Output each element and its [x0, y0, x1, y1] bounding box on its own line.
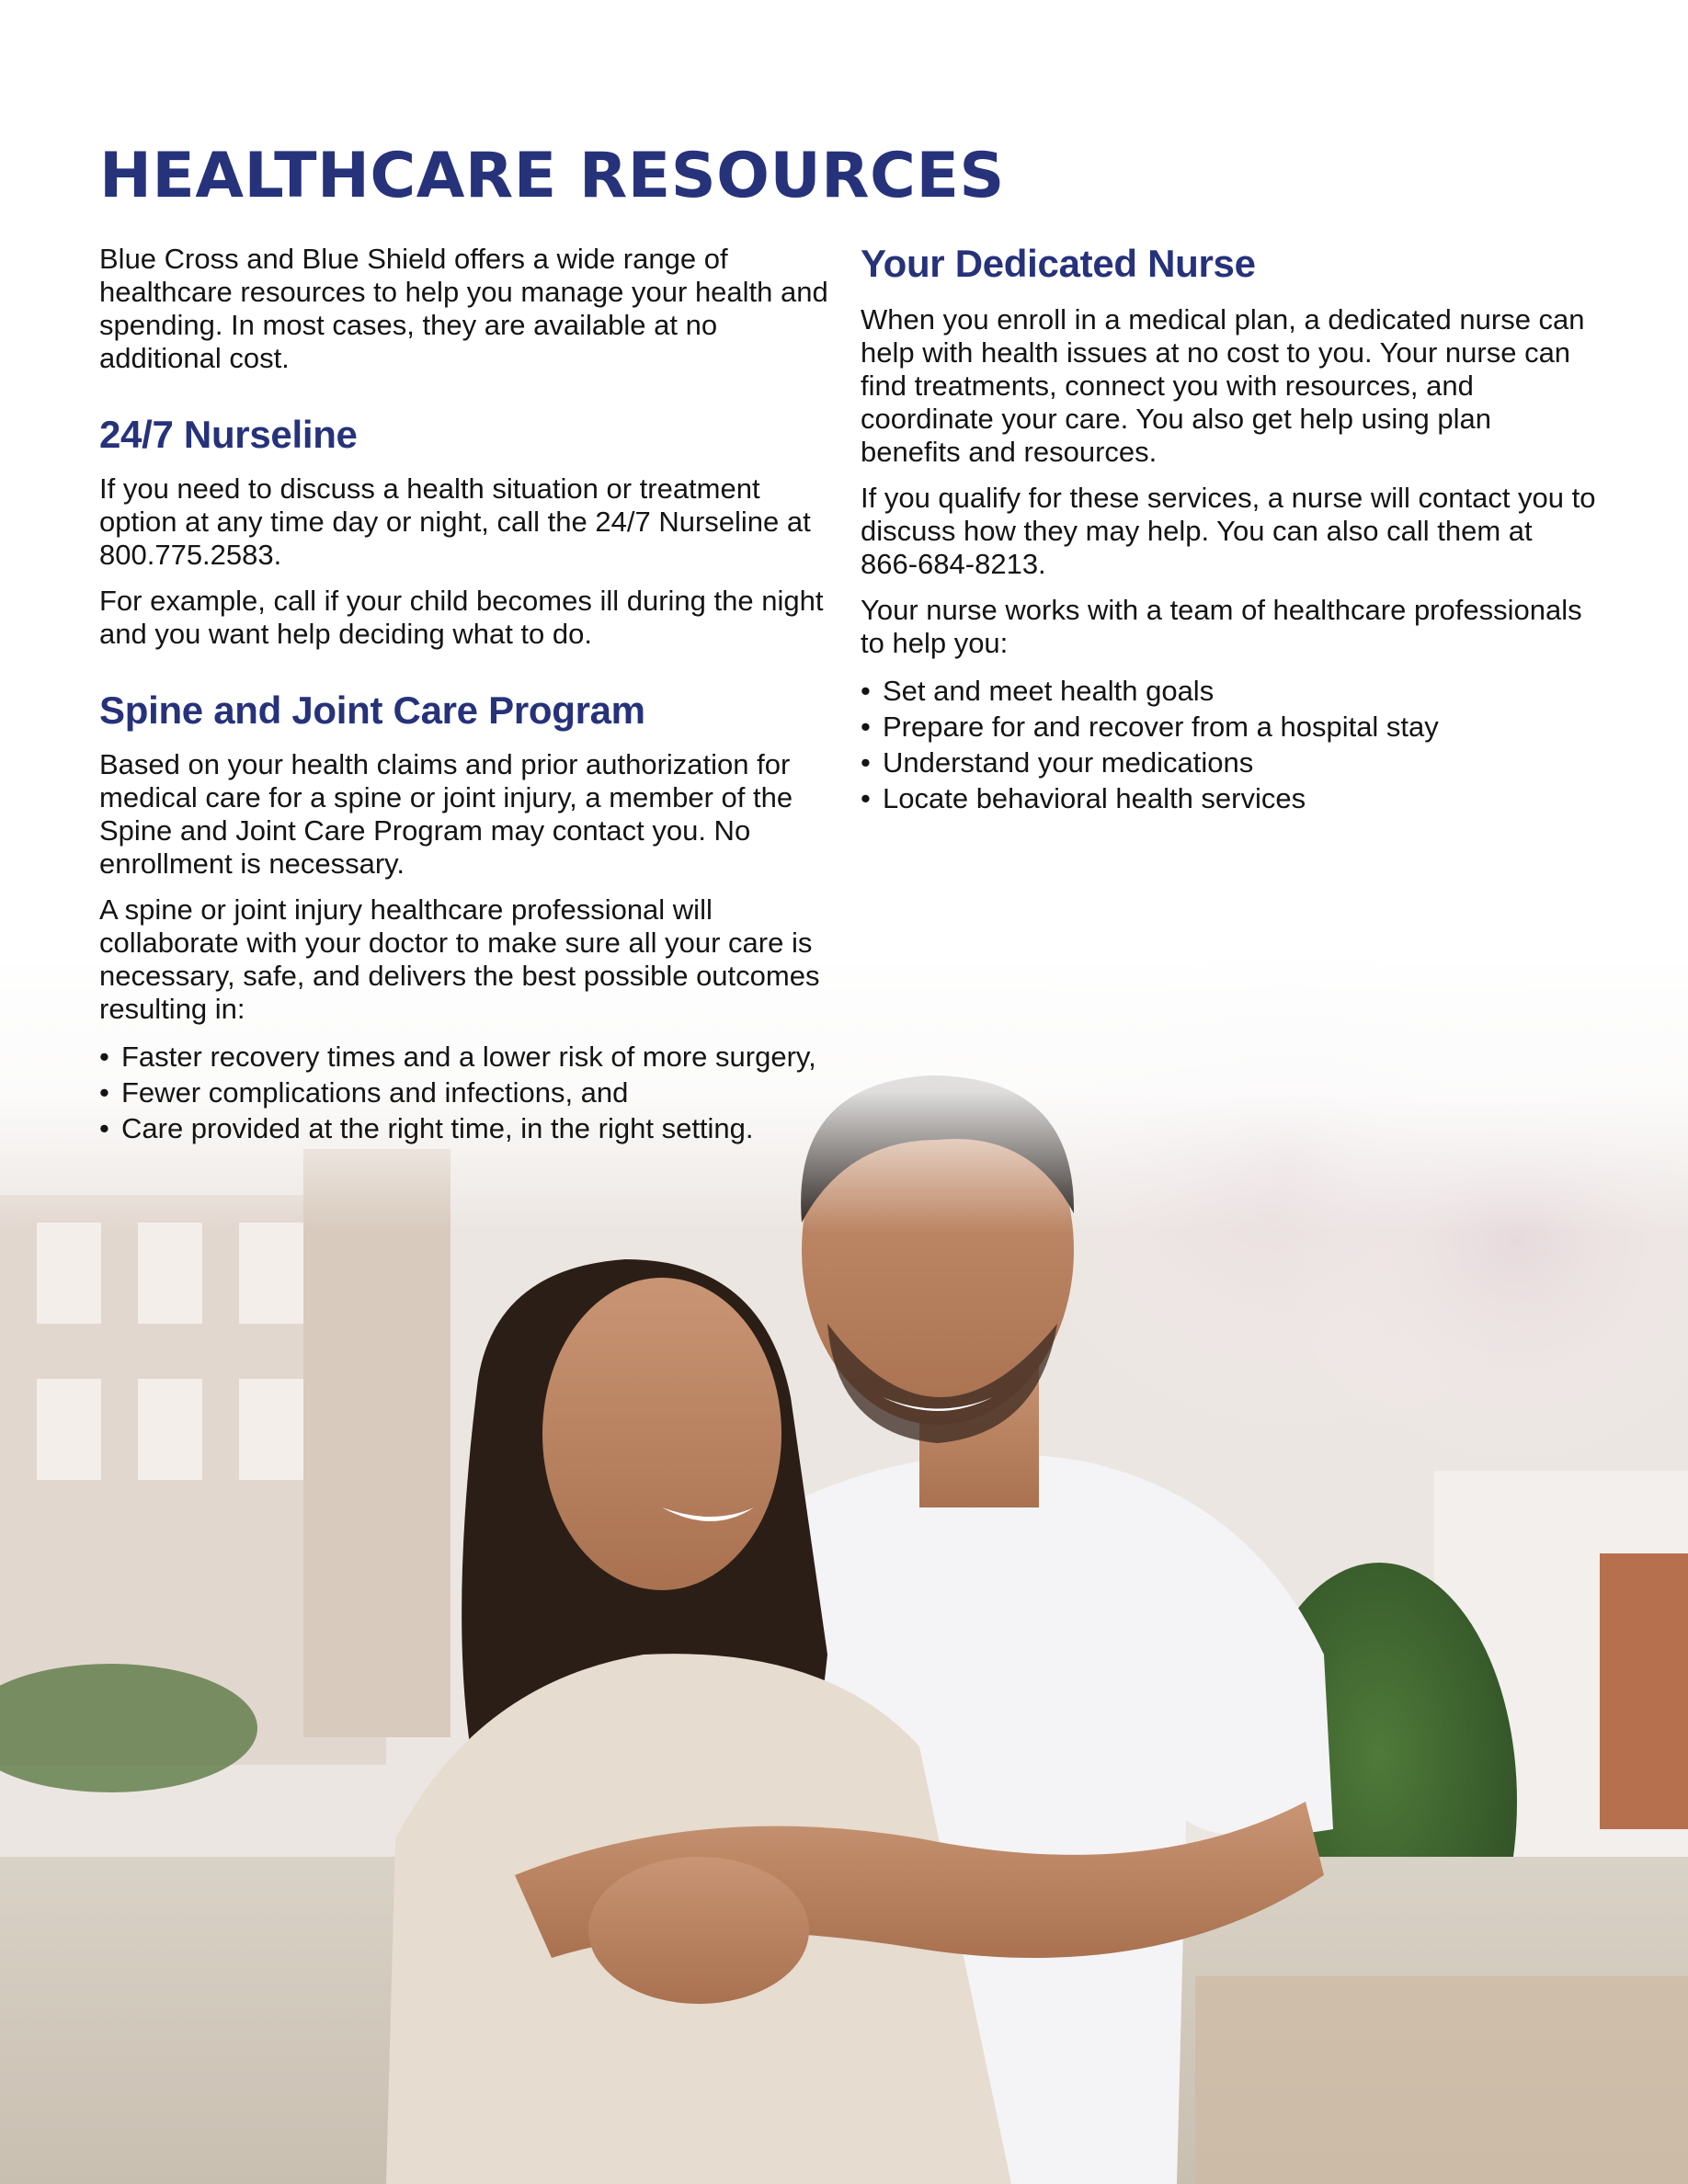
nurse-bullet-list	[861, 673, 1596, 816]
spine-bullet-item: • Fewer complications and infections, and	[99, 1075, 835, 1110]
spine-heading: Spine and Joint Care Program	[99, 688, 645, 732]
nurse-paragraph-2: If you qualify for these services, a nurse will contact you to discuss how they may help. You can also call them at 866-684-8213.	[861, 482, 1596, 580]
nurse-paragraph-3: Your nurse works with a team of healthcare professionals to help you:	[861, 594, 1582, 659]
nurse-bullet-item: • Understand your medications	[861, 745, 1596, 780]
nurseline-paragraph-1: If you need to discuss a health situation or treatment option at any time day or night, call the 24/7 Nurseline at 800.775.2583.	[99, 472, 811, 571]
nurse-paragraph-1: When you enroll in a medical plan, a dedicated nurse can help with health issues at no cost to you. Your nurse can find treatments, connect you with resources, and coordinate your care. You also get help using plan benefits and resources.	[861, 303, 1585, 468]
spine-paragraph-1: Based on your health claims and prior authorization for medical care for a spine or joint injury, a member of the Spine and Joint Care Program may contact you. No enrollment is necessary.	[99, 748, 793, 880]
right-column	[861, 241, 1596, 816]
spine-bullet-item: • Care provided at the right time, in the right setting.	[99, 1110, 835, 1146]
nurse-bullet-item: • Prepare for and recover from a hospital stay	[861, 709, 1596, 745]
spine-bullet-item: • Faster recovery times and a lower risk of more surgery,	[99, 1039, 835, 1075]
spine-paragraph-2: A spine or joint injury healthcare professional will collaborate with your doctor to make sure all your care is necessary, safe, and delivers the best possible outcomes resulting in:	[99, 893, 820, 1025]
dedicated-nurse-heading: Your Dedicated Nurse	[861, 242, 1256, 285]
nurse-bullet-item: • Locate behavioral health services	[861, 780, 1596, 816]
page-title: HEALTHCARE RESOURCES	[99, 140, 1005, 212]
spine-bullet-list	[99, 1039, 835, 1146]
nurse-bullet-item: • Set and meet health goals	[861, 673, 1596, 709]
intro-paragraph: Blue Cross and Blue Shield offers a wide range of healthcare resources to help you manage your health and spending. In most cases, they are available at no additional cost.	[99, 243, 828, 374]
left-column	[99, 243, 835, 1146]
nurseline-heading: 24/7 Nurseline	[99, 413, 358, 456]
nurseline-paragraph-2: For example, call if your child becomes ill during the night and you want help deciding what to do.	[99, 585, 824, 650]
